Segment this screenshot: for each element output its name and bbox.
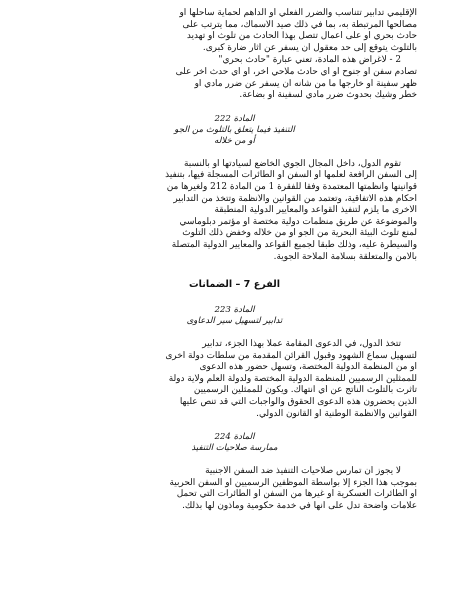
text-line: ظهر سفينة أو خارجها ما من شأنه أن يسفر عن ضرر مادي أو: [194, 78, 417, 89]
paragraph-continuation: [52, 8, 417, 54]
text-line: تتخذ الدول، في الدعوى المقامة عملاً بهذا الجزء، تدابير: [202, 339, 401, 350]
text-line: علامات واضحة تدل على أنها في خدمة حكومية ومأذون لها بذلك.: [182, 501, 417, 512]
text-line: تأثرت بالتلوث الناتج عن أي انتهاك. ويكون للممثلين الرسميين: [193, 385, 417, 396]
paragraph-article-223: [52, 339, 417, 420]
paragraph-article-222: [52, 159, 417, 263]
text-line: أو الطائرات العسكرية أو غيرها من السفن أو الطائرات التي تحمل: [176, 489, 417, 500]
text-line: للممثلين الرسميين للمنظمة الدولية المختصة ولدولة العلم ولأية دولة: [168, 373, 417, 384]
text-line: بالتلوث يتوقع إلى حد معقول أن يسفر عن آثار ضارة كبرى.: [202, 42, 417, 53]
text-line: إلى السفن الرافعة لعلمها أو السفن أو الطائرات المسجلة فيها، بتنفيذ: [165, 170, 417, 181]
text-line: خطر وشيك بحدوث ضرر مادي لسفينة أو بضاعة.: [239, 90, 417, 101]
text-line: بالأمن والمتعلقة بسلامة الملاحة الجوية.: [273, 251, 417, 262]
text-line: والموضوعة عن طريق منظمات دولية مختصة أو مؤتمر دبلوماسي: [179, 216, 417, 227]
text-line: مصالحها المرتبطة به، بما في ذلك صيد الأسماك، مما يترتب على: [182, 19, 417, 30]
article-title-line: أو من خلاله: [214, 135, 255, 146]
text-line: قوانينها وأنظمتها المعتمدة وفقاً للفقرة 1 من المادة 212 ولغيرها من: [166, 181, 417, 192]
text-line: الأخرى ما يلزم لتنفيذ القواعد والمعايير الدولية المنطبقة: [214, 205, 417, 216]
text-line: بموجب هذا الجزء إلا بواسطة الموظفين الرسميين أو السفن الحربية: [169, 477, 417, 488]
article-title-line: ممارسة صلاحيات التنفيذ: [191, 443, 278, 454]
text-line: 2 - لأغراض هذه المادة، تعني عبارة "حادث بحري": [218, 55, 401, 66]
section-7-heading: الفرع 7 – الضمانات: [188, 279, 281, 291]
article-number: المادة 222: [214, 113, 255, 124]
text-line: أحكام هذه الاتفاقية، وتعتمد من القوانين والأنظمة وتتخذ من التدابير: [173, 193, 417, 204]
text-line: والسيطرة عليه، وذلك طبقاً لجميع القواعد والمعايير الدولية المتصلة: [171, 239, 417, 250]
text-line: لتسهيل سماع الشهود وقبول القرائن المقدمة من سلطات دولة أخرى: [165, 350, 417, 361]
text-line: القوانين والأنظمة الوطنية أو القانون الدولي.: [256, 408, 417, 419]
text-line: الإقليمي تدابير تتناسب والضرر الفعلي أو الداهم لحماية ساحلها أو: [179, 8, 417, 18]
article-title-line: التنفيذ فيما يتعلق بالتلوث من الجو: [174, 124, 295, 135]
text-line: تصادم سفن أو جنوح أو أي حادث ملاحي آخر، أو أي حدث آخر على: [175, 66, 417, 77]
article-224-heading: [52, 432, 417, 454]
article-number: المادة 223: [214, 305, 255, 316]
paragraph-article-224: [52, 466, 417, 512]
article-title-line: تدابير لتسهيل سير الدعاوى: [186, 316, 283, 327]
article-number: المادة 224: [214, 432, 255, 443]
text-line: تقوم الدول، داخل المجال الجوي الخاضع لسيادتها أو بالنسبة: [183, 158, 401, 169]
paragraph-clause-2: [52, 55, 417, 101]
text-line: لا يجوز أن تمارس صلاحيات التنفيذ ضد السفن الأجنبية: [205, 466, 401, 477]
article-222-heading: [52, 114, 417, 147]
text-line: الذين يحضرون هذه الدعوى الحقوق والواجبات التي قد تنص عليها: [179, 397, 417, 408]
article-223-heading: [52, 305, 417, 327]
text-line: حادث بحري أو على أعمال تتصل بهذا الحادث من تلوث أو تهديد: [186, 31, 417, 42]
text-line: أو من المنظمة الدولية المختصة، وتسهل حضور هذه الدعوى: [199, 362, 417, 373]
text-line: لمنع تلوث البيئة البحرية من الجو أو من خلاله وخفض ذلك التلوث: [182, 228, 417, 239]
